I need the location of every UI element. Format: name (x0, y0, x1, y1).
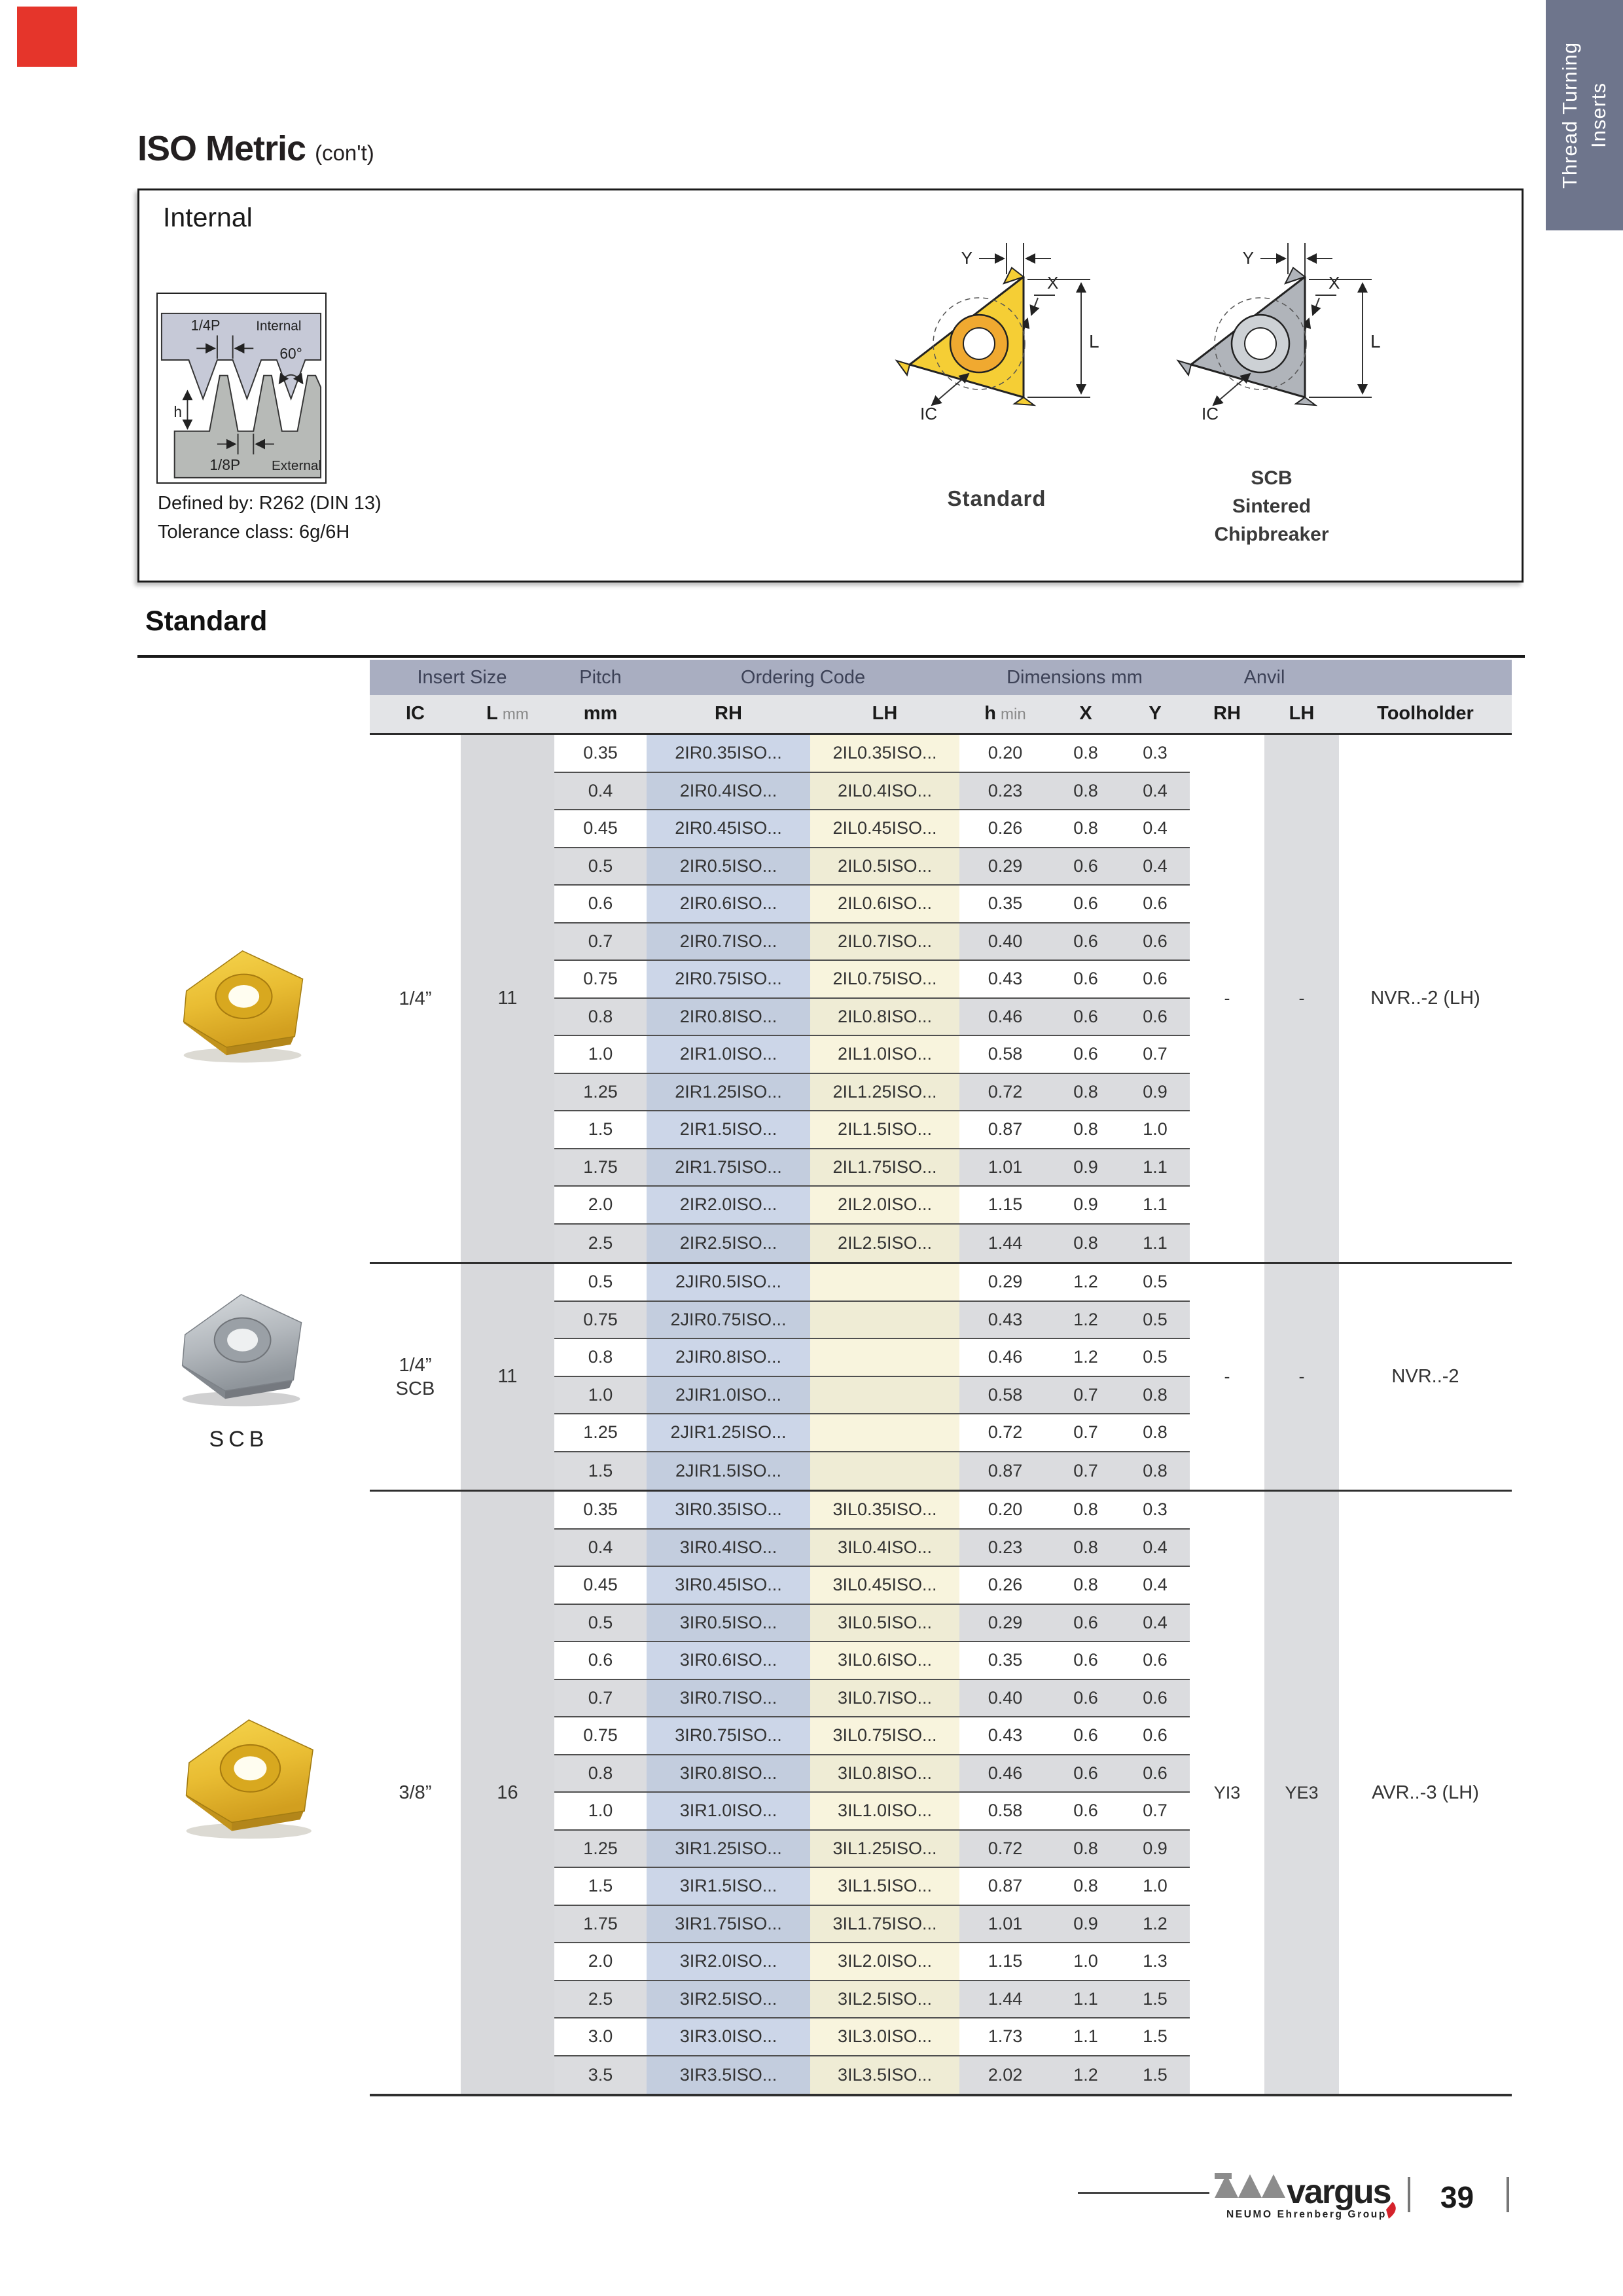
table-group-header: Anvil (1243, 666, 1285, 688)
cell-ordering-code-lh (810, 1264, 959, 1302)
cell-y: 0.9 (1120, 1831, 1190, 1869)
cell-ordering-code-rh: 3IR0.5ISO... (647, 1605, 810, 1643)
table-group-header: Ordering Code (740, 666, 866, 688)
table-group-header: Dimensions mm (1007, 666, 1143, 688)
cell-y: 0.4 (1120, 810, 1190, 848)
cell-ordering-code-lh: 3IL2.0ISO... (810, 1943, 959, 1981)
cell-x: 0.8 (1051, 1225, 1120, 1263)
scb-caption: SCB Sintered Chipbreaker (1214, 467, 1329, 545)
cell-ordering-code-rh: 2JIR1.0ISO... (647, 1377, 810, 1415)
cell-ordering-code-rh: 3IR3.5ISO... (647, 2056, 810, 2094)
scb-photo-label: SCB (209, 1427, 269, 1452)
cell-h-min: 0.35 (959, 886, 1051, 924)
cell-ordering-code-rh: 2IR0.7ISO... (647, 924, 810, 961)
cell-ordering-code-lh: 3IL0.45ISO... (810, 1567, 959, 1605)
cell-x: 0.6 (1051, 1605, 1120, 1643)
cell-y: 0.4 (1120, 1530, 1190, 1568)
group-l-mm: 11 (461, 1264, 554, 1490)
cell-ordering-code-rh: 2IR2.5ISO... (647, 1225, 810, 1263)
cell-x: 0.6 (1051, 848, 1120, 886)
table-group-header (1339, 660, 1512, 695)
cell-pitch: 1.75 (554, 1149, 647, 1187)
group-insert-size: 1/4” (370, 735, 461, 1262)
table-group (370, 1262, 1512, 1490)
thread-profile-drawing (158, 294, 325, 482)
cell-x: 1.1 (1051, 1981, 1120, 2019)
cell-x: 0.7 (1051, 1414, 1120, 1452)
table-column-header: mm (583, 703, 618, 724)
internal-panel (137, 188, 1524, 583)
cell-pitch: 0.4 (554, 773, 647, 811)
cell-pitch: 0.8 (554, 1339, 647, 1377)
cell-ordering-code-rh: 3IR3.0ISO... (647, 2018, 810, 2056)
cell-x: 0.6 (1051, 1036, 1120, 1074)
cell-pitch: 0.75 (554, 1717, 647, 1755)
vargus-logo (1212, 2168, 1435, 2223)
group-toolholder: NVR..-2 (LH) (1339, 735, 1512, 1262)
cell-y: 0.9 (1120, 1074, 1190, 1112)
cell-y: 1.1 (1120, 1149, 1190, 1187)
cell-y: 1.3 (1120, 1943, 1190, 1981)
cell-y: 0.5 (1120, 1339, 1190, 1377)
table-column-header: LH (1289, 703, 1315, 724)
page-title (137, 128, 374, 169)
cell-pitch: 1.0 (554, 1793, 647, 1831)
standard-insert-drawing (869, 235, 1124, 438)
cell-ordering-code-lh: 2IL1.5ISO... (810, 1111, 959, 1149)
cell-ordering-code-lh: 2IL1.75ISO... (810, 1149, 959, 1187)
cell-ordering-code-lh: 2IL0.5ISO... (810, 848, 959, 886)
cell-ordering-code-lh: 2IL0.8ISO... (810, 999, 959, 1037)
section-rule (137, 655, 1525, 658)
cell-h-min: 0.87 (959, 1111, 1051, 1149)
cell-x: 0.8 (1051, 810, 1120, 848)
insert-photo-scb (162, 1275, 316, 1416)
table-group-header: Pitch (579, 666, 622, 688)
dim-label-x: X (1329, 273, 1340, 293)
standard-caption: Standard (947, 486, 1046, 511)
cell-y: 0.6 (1120, 924, 1190, 961)
cell-h-min: 0.20 (959, 735, 1051, 773)
cell-x: 0.6 (1051, 1755, 1120, 1793)
cell-h-min: 0.29 (959, 1264, 1051, 1302)
insert-photo-gold-threeeighths (165, 1700, 329, 1848)
cell-ordering-code-lh: 3IL2.5ISO... (810, 1981, 959, 2019)
cell-h-min: 0.72 (959, 1074, 1051, 1112)
cell-ordering-code-rh: 2IR0.5ISO... (647, 848, 810, 886)
cell-ordering-code-rh: 3IR0.8ISO... (647, 1755, 810, 1793)
cell-pitch: 0.8 (554, 1755, 647, 1793)
cell-pitch: 1.75 (554, 1906, 647, 1944)
cell-x: 0.9 (1051, 1149, 1120, 1187)
label-angle: 60° (279, 345, 302, 363)
cell-pitch: 0.4 (554, 1530, 647, 1568)
cell-ordering-code-rh: 2IR0.6ISO... (647, 886, 810, 924)
cell-y: 0.4 (1120, 1567, 1190, 1605)
cell-x: 0.9 (1051, 1187, 1120, 1225)
cell-pitch: 1.5 (554, 1452, 647, 1490)
cell-y: 0.5 (1120, 1302, 1190, 1340)
vargus-wordmark: vargus (1287, 2173, 1391, 2211)
table-column-header: RH (715, 703, 742, 724)
dim-label-l: L (1370, 331, 1381, 351)
cell-pitch: 1.25 (554, 1414, 647, 1452)
table-column-header: IC (406, 703, 425, 724)
footer-divider-bar (1507, 2177, 1509, 2212)
cell-pitch: 2.0 (554, 1187, 647, 1225)
cell-ordering-code-lh: 2IL2.0ISO... (810, 1187, 959, 1225)
cell-x: 0.6 (1051, 924, 1120, 961)
group-anvil-rh: - (1190, 1264, 1264, 1490)
cell-h-min: 0.26 (959, 1567, 1051, 1605)
table-group (370, 735, 1512, 1262)
cell-ordering-code-rh: 3IR0.75ISO... (647, 1717, 810, 1755)
cell-pitch: 0.5 (554, 848, 647, 886)
cell-pitch: 0.5 (554, 1264, 647, 1302)
cell-y: 0.6 (1120, 999, 1190, 1037)
cell-ordering-code-rh: 2IR1.75ISO... (647, 1149, 810, 1187)
insert-photo-gold-quarter (164, 935, 317, 1069)
cell-ordering-code-rh: 3IR1.0ISO... (647, 1793, 810, 1831)
group-l-mm: 11 (461, 735, 554, 1262)
cell-ordering-code-lh: 3IL0.7ISO... (810, 1680, 959, 1718)
table-group (370, 1490, 1512, 2096)
group-anvil-rh: - (1190, 735, 1264, 1262)
cell-ordering-code-rh: 2IR0.75ISO... (647, 961, 810, 999)
cell-ordering-code-lh: 3IL1.25ISO... (810, 1831, 959, 1869)
cell-x: 0.6 (1051, 886, 1120, 924)
cell-h-min: 1.15 (959, 1943, 1051, 1981)
cell-y: 0.8 (1120, 1414, 1190, 1452)
footer-rule (1078, 2192, 1209, 2194)
cell-ordering-code-lh: 3IL3.5ISO... (810, 2056, 959, 2094)
label-eighth-pitch: 1/8P (209, 456, 241, 474)
cell-pitch: 2.0 (554, 1943, 647, 1981)
cell-ordering-code-lh: 3IL1.5ISO... (810, 1868, 959, 1906)
cell-y: 0.6 (1120, 1717, 1190, 1755)
cell-h-min: 1.44 (959, 1225, 1051, 1263)
cell-pitch: 1.0 (554, 1036, 647, 1074)
cell-y: 0.4 (1120, 848, 1190, 886)
cell-ordering-code-lh: 2IL0.7ISO... (810, 924, 959, 961)
group-anvil-lh: - (1264, 735, 1339, 1262)
cell-y: 0.6 (1120, 1755, 1190, 1793)
label-quarter-pitch: 1/4P (190, 317, 221, 334)
cell-pitch: 0.35 (554, 735, 647, 773)
cell-x: 0.6 (1051, 1717, 1120, 1755)
cell-ordering-code-lh (810, 1452, 959, 1490)
table-column-header: X (1079, 703, 1092, 724)
cell-pitch: 3.5 (554, 2056, 647, 2094)
cell-pitch: 0.8 (554, 999, 647, 1037)
cell-h-min: 0.46 (959, 999, 1051, 1037)
table-column-header: RH (1213, 703, 1241, 724)
cell-ordering-code-rh: 2IR0.8ISO... (647, 999, 810, 1037)
cell-ordering-code-rh: 3IR0.35ISO... (647, 1492, 810, 1530)
cell-ordering-code-rh: 3IR1.5ISO... (647, 1868, 810, 1906)
page-number: 39 (1440, 2180, 1474, 2214)
cell-y: 1.2 (1120, 1906, 1190, 1944)
cell-ordering-code-rh: 2IR0.4ISO... (647, 773, 810, 811)
cell-y: 1.5 (1120, 2018, 1190, 2056)
cell-h-min: 1.01 (959, 1906, 1051, 1944)
cell-ordering-code-lh: 3IL0.6ISO... (810, 1642, 959, 1680)
cell-ordering-code-rh: 3IR2.0ISO... (647, 1943, 810, 1981)
cell-y: 0.3 (1120, 735, 1190, 773)
cell-h-min: 0.43 (959, 1717, 1051, 1755)
table-header-groups (370, 660, 1512, 695)
cell-h-min: 0.58 (959, 1793, 1051, 1831)
cell-y: 0.3 (1120, 1492, 1190, 1530)
cell-h-min: 0.72 (959, 1831, 1051, 1869)
dim-label-x: X (1047, 273, 1059, 293)
cell-h-min: 0.26 (959, 810, 1051, 848)
cell-pitch: 0.5 (554, 1605, 647, 1643)
cell-ordering-code-rh: 3IR1.25ISO... (647, 1831, 810, 1869)
group-anvil-rh: YI3 (1190, 1492, 1264, 2094)
cell-h-min: 0.58 (959, 1377, 1051, 1415)
cell-ordering-code-lh: 2IL0.75ISO... (810, 961, 959, 999)
cell-h-min: 1.44 (959, 1981, 1051, 2019)
cell-y: 0.6 (1120, 1680, 1190, 1718)
page-title-suffix: (con't) (315, 141, 374, 165)
cell-h-min: 2.02 (959, 2056, 1051, 2094)
cell-ordering-code-rh: 3IR2.5ISO... (647, 1981, 810, 2019)
cell-x: 0.6 (1051, 1793, 1120, 1831)
cell-pitch: 0.35 (554, 1492, 647, 1530)
cell-ordering-code-rh: 2JIR1.25ISO... (647, 1414, 810, 1452)
cell-y: 1.0 (1120, 1868, 1190, 1906)
table-body (370, 735, 1512, 2096)
group-anvil-lh: - (1264, 1264, 1339, 1490)
dim-label-y: Y (961, 248, 972, 268)
cell-ordering-code-rh: 2JIR1.5ISO... (647, 1452, 810, 1490)
cell-h-min: 0.35 (959, 1642, 1051, 1680)
cell-x: 0.7 (1051, 1452, 1120, 1490)
cell-y: 0.6 (1120, 961, 1190, 999)
cell-x: 1.2 (1051, 1302, 1120, 1340)
cell-x: 0.8 (1051, 773, 1120, 811)
cell-y: 0.6 (1120, 1642, 1190, 1680)
group-insert-size: 3/8” (370, 1492, 461, 2094)
cell-ordering-code-rh: 3IR0.7ISO... (647, 1680, 810, 1718)
cell-y: 0.8 (1120, 1452, 1190, 1490)
cell-x: 0.7 (1051, 1377, 1120, 1415)
cell-ordering-code-lh: 3IL1.0ISO... (810, 1793, 959, 1831)
cell-h-min: 0.40 (959, 924, 1051, 961)
dim-label-ic: IC (1202, 404, 1219, 423)
table-column-header: LH (872, 703, 898, 724)
table-header-columns (370, 695, 1512, 735)
cell-ordering-code-rh: 3IR1.75ISO... (647, 1906, 810, 1944)
cell-h-min: 1.73 (959, 2018, 1051, 2056)
cell-ordering-code-rh: 2IR1.5ISO... (647, 1111, 810, 1149)
cell-x: 0.9 (1051, 1906, 1120, 1944)
tolerance-text: Tolerance class: 6g/6H (158, 522, 350, 543)
cell-ordering-code-rh: 2IR1.25ISO... (647, 1074, 810, 1112)
cell-ordering-code-rh: 2JIR0.5ISO... (647, 1264, 810, 1302)
cell-ordering-code-lh: 2IL0.45ISO... (810, 810, 959, 848)
cell-h-min: 1.01 (959, 1149, 1051, 1187)
cell-x: 0.8 (1051, 1868, 1120, 1906)
cell-pitch: 0.6 (554, 1642, 647, 1680)
cell-h-min: 0.43 (959, 1302, 1051, 1340)
cell-x: 0.6 (1051, 1680, 1120, 1718)
thread-profile-diagram (156, 293, 327, 484)
cell-x: 1.2 (1051, 1264, 1120, 1302)
cell-y: 1.5 (1120, 1981, 1190, 2019)
defined-by-text: Defined by: R262 (DIN 13) (158, 493, 382, 514)
cell-ordering-code-rh: 2IR2.0ISO... (647, 1187, 810, 1225)
cell-pitch: 1.25 (554, 1074, 647, 1112)
cell-h-min: 0.87 (959, 1868, 1051, 1906)
cell-pitch: 2.5 (554, 1225, 647, 1263)
cell-y: 1.1 (1120, 1187, 1190, 1225)
cell-x: 0.6 (1051, 1642, 1120, 1680)
cell-y: 1.0 (1120, 1111, 1190, 1149)
cell-x: 0.8 (1051, 1530, 1120, 1568)
cell-pitch: 3.0 (554, 2018, 647, 2056)
cell-pitch: 1.5 (554, 1111, 647, 1149)
cell-ordering-code-rh: 3IR0.6ISO... (647, 1642, 810, 1680)
label-internal: Internal (256, 318, 302, 334)
table-column-header: h min (984, 703, 1026, 724)
cell-ordering-code-lh: 2IL1.25ISO... (810, 1074, 959, 1112)
cell-x: 1.0 (1051, 1943, 1120, 1981)
cell-y: 0.4 (1120, 1605, 1190, 1643)
cell-pitch: 0.7 (554, 924, 647, 961)
cell-h-min: 0.29 (959, 848, 1051, 886)
cell-pitch: 0.6 (554, 886, 647, 924)
group-toolholder: AVR..-3 (LH) (1339, 1492, 1512, 2094)
cell-ordering-code-lh: 3IL3.0ISO... (810, 2018, 959, 2056)
cell-pitch: 1.0 (554, 1377, 647, 1415)
group-toolholder: NVR..-2 (1339, 1264, 1512, 1490)
cell-y: 0.7 (1120, 1793, 1190, 1831)
cell-h-min: 0.23 (959, 1530, 1051, 1568)
cell-ordering-code-lh: 2IL1.0ISO... (810, 1036, 959, 1074)
cell-ordering-code-rh: 3IR0.4ISO... (647, 1530, 810, 1568)
cell-pitch: 0.45 (554, 1567, 647, 1605)
cell-y: 1.5 (1120, 2056, 1190, 2094)
cell-ordering-code-lh: 3IL0.5ISO... (810, 1605, 959, 1643)
cell-y: 0.6 (1120, 886, 1190, 924)
internal-panel-title: Internal (163, 202, 253, 232)
group-l-mm: 16 (461, 1492, 554, 2094)
dim-label-l: L (1089, 331, 1099, 351)
cell-ordering-code-lh: 3IL1.75ISO... (810, 1906, 959, 1944)
cell-ordering-code-rh: 2JIR0.8ISO... (647, 1339, 810, 1377)
cell-ordering-code-lh: 3IL0.8ISO... (810, 1755, 959, 1793)
cell-h-min: 0.46 (959, 1755, 1051, 1793)
cell-h-min: 0.40 (959, 1680, 1051, 1718)
cell-h-min: 0.43 (959, 961, 1051, 999)
cell-y: 0.4 (1120, 773, 1190, 811)
cell-x: 1.2 (1051, 1339, 1120, 1377)
cell-ordering-code-lh: 3IL0.35ISO... (810, 1492, 959, 1530)
cell-x: 0.6 (1051, 999, 1120, 1037)
footer-divider-bar (1408, 2177, 1410, 2212)
cell-x: 0.8 (1051, 1567, 1120, 1605)
cell-h-min: 0.23 (959, 773, 1051, 811)
cell-pitch: 1.5 (554, 1868, 647, 1906)
cell-h-min: 0.46 (959, 1339, 1051, 1377)
cell-ordering-code-rh: 2IR1.0ISO... (647, 1036, 810, 1074)
cell-x: 1.2 (1051, 2056, 1120, 2094)
cell-pitch: 0.75 (554, 1302, 647, 1340)
cell-ordering-code-lh: 3IL0.4ISO... (810, 1530, 959, 1568)
cell-ordering-code-lh (810, 1302, 959, 1340)
side-tab-label: Thread Turning Inserts (1558, 41, 1611, 189)
cell-y: 0.8 (1120, 1377, 1190, 1415)
cell-y: 0.7 (1120, 1036, 1190, 1074)
cell-pitch: 2.5 (554, 1981, 647, 2019)
table-column-header: Y (1149, 703, 1162, 724)
cell-x: 0.8 (1051, 1074, 1120, 1112)
cell-x: 0.8 (1051, 1831, 1120, 1869)
table-column-header: Toolholder (1377, 703, 1474, 724)
cell-ordering-code-lh (810, 1414, 959, 1452)
cell-pitch: 0.7 (554, 1680, 647, 1718)
cell-h-min: 1.15 (959, 1187, 1051, 1225)
cell-ordering-code-lh (810, 1339, 959, 1377)
cell-ordering-code-lh: 3IL0.75ISO... (810, 1717, 959, 1755)
cell-h-min: 0.58 (959, 1036, 1051, 1074)
scb-insert-drawing (1150, 235, 1406, 438)
section-title-standard: Standard (145, 605, 268, 637)
label-h: h (173, 403, 182, 420)
dim-label-y: Y (1242, 248, 1254, 268)
side-tab-thread-turning-inserts (1546, 0, 1623, 230)
cell-y: 1.1 (1120, 1225, 1190, 1263)
cell-x: 0.8 (1051, 1111, 1120, 1149)
cell-ordering-code-rh: 3IR0.45ISO... (647, 1567, 810, 1605)
cell-ordering-code-lh (810, 1377, 959, 1415)
cell-pitch: 1.25 (554, 1831, 647, 1869)
cell-ordering-code-lh: 2IL0.35ISO... (810, 735, 959, 773)
cell-x: 0.6 (1051, 961, 1120, 999)
cell-y: 0.5 (1120, 1264, 1190, 1302)
table-column-header: L mm (486, 703, 529, 724)
label-external: External (271, 458, 322, 474)
cell-h-min: 0.72 (959, 1414, 1051, 1452)
cell-ordering-code-rh: 2JIR0.75ISO... (647, 1302, 810, 1340)
neumo-subtext: NEUMO Ehrenberg Group (1226, 2209, 1387, 2220)
cell-ordering-code-lh: 2IL0.6ISO... (810, 886, 959, 924)
cell-h-min: 0.87 (959, 1452, 1051, 1490)
cell-ordering-code-lh: 2IL0.4ISO... (810, 773, 959, 811)
corner-red-square (17, 7, 77, 67)
cell-pitch: 0.75 (554, 961, 647, 999)
cell-x: 1.1 (1051, 2018, 1120, 2056)
group-anvil-lh: YE3 (1264, 1492, 1339, 2094)
cell-h-min: 0.20 (959, 1492, 1051, 1530)
cell-ordering-code-rh: 2IR0.35ISO... (647, 735, 810, 773)
page-title-text: ISO Metric (137, 129, 306, 168)
cell-ordering-code-lh: 2IL2.5ISO... (810, 1225, 959, 1263)
cell-x: 0.8 (1051, 1492, 1120, 1530)
group-insert-size: 1/4” SCB (370, 1264, 461, 1490)
dim-label-ic: IC (920, 404, 937, 423)
cell-pitch: 0.45 (554, 810, 647, 848)
cell-ordering-code-rh: 2IR0.45ISO... (647, 810, 810, 848)
cell-x: 0.8 (1051, 735, 1120, 773)
table-group-header: Insert Size (417, 666, 507, 688)
cell-h-min: 0.29 (959, 1605, 1051, 1643)
